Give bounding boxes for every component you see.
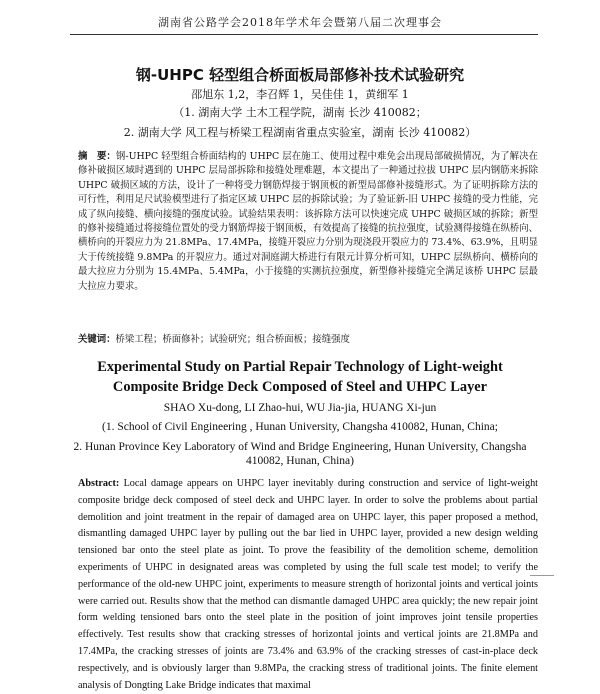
chinese-affiliation-1: （1. 湖南大学 土木工程学院，湖南 长沙 410082； xyxy=(173,106,427,119)
english-authors: SHAO Xu-dong, LI Zhao-hui, WU Jia-jia, HUANG Xi-jun xyxy=(163,402,437,414)
chinese-keywords-text: 桥梁工程；桥面修补；试验研究；组合桥面板；接缝强度 xyxy=(115,334,350,345)
chinese-authors: 邵旭东 1,2，李召辉 1，吴佳佳 1，黄细军 1 xyxy=(191,88,409,101)
chinese-title: 钢-UHPC 轻型组合桥面板局部修补技术试验研究 xyxy=(135,66,465,84)
english-title-line-1: Experimental Study on Partial Repair Technology of Light-weight xyxy=(97,359,503,375)
chinese-keywords-label: 关键词： xyxy=(78,334,116,345)
chinese-abstract-text: 钢-UHPC 轻型组合桥面结构的 UHPC 层在施工、使用过程中难免会出现局部破损情况，为了解决在修补破损区域时遇到的 UHPC 层局部拆除和接缝处理难题，本文提出了一种通过拉拔 UHPC 层内钢筋来拆除 UHPC 破损区域的方法，设计了一种将受力钢筋焊接于钢顶板的新型局部修补接缝形式。为了证明拆除方法的可行性，利用足尺试验模型进行了指定区域 UHPC 层的拆除试验；为了验证新-旧 UHPC 接缝的受力性能，完成了纵向接缝、横向接缝的强度试验。试验结果表明：该拆除方法可以快速完成 UHPC 破损区域的拆除；新型的修补接缝通过将接缝位置处的受力钢筋焊接于钢顶板，有效提高了接缝的抗拉强度，试验测得接缝在纵桥向、横桥向的开裂应力为 21.8MPa、17.4MPa，接缝开裂应力分别为现浇段开裂应力的 73.4%、63.9%，且明显大于传统接缝 9.8MPa 的开裂应力。通过对洞庭湖大桥进行有限元计算分析可知，UHPC 层纵桥向、横桥向的最大拉应力分别为 15.4MPa、5.4MPa，小于接缝的实测抗拉强度，新型修补接缝完全满足该桥 UHPC 层最大拉应力要求。 xyxy=(78,151,538,292)
english-title xyxy=(60,357,540,397)
margin-mark xyxy=(530,575,554,576)
english-abstract-label: Abstract: xyxy=(78,478,120,489)
english-affiliation-1: (1. School of Civil Engineering , Hunan University, Changsha 410082, Hunan, China; xyxy=(102,421,498,433)
chinese-keywords xyxy=(78,331,538,345)
chinese-abstract xyxy=(78,150,538,294)
header-rule xyxy=(70,34,538,35)
chinese-abstract-label: 摘 要： xyxy=(78,151,116,162)
english-abstract xyxy=(78,476,538,694)
english-title-line-2: Composite Bridge Deck Composed of Steel and UHPC Layer xyxy=(112,379,488,395)
chinese-affiliation-2: 2. 湖南大学 风工程与桥梁工程湖南省重点实验室，湖南 长沙 410082） xyxy=(123,126,477,139)
english-abstract-text: Local damage appears on UHPC layer inevitably during construction and service of light-weight composite bridge deck composed of steel deck and UHPC layer. In order to solve the problems about partial demolition and joint treatment in the repair of damaged area on UHPC layer, this paper proposed a method, dismantling damaged UHPC layer by pulling out the bar lied in UHPC layer, provided a new design welding tensioned bar onto the steel plate as joint. To prove the feasibility of the demolition scheme, demolition experiments of UHPC in designated areas was completed by using the full scale test model; to verify the performance of the old-new UHPC joint, experiments to measure strength of horizontal joints and vertical joints were carried out. Results show that the method can dismantle damaged UHPC area quickly; the new repair joint form welding tensioned bars onto the steel plate in the position of joint improves joint tensile properties effectively. Test results show that cracking stresses of horizontal joints and vertical joints are 21.8MPa and 17.4MPa, the cracking stresses of joints are 73.4% and 63.9% of the cracking stresses of cast-in-place deck respectively, and is obviously larger than 9.8MPa, the cracking stress of traditional joints. The finite element analysis of Dongting Lake Bridge indicates that maximal xyxy=(78,478,538,691)
english-affiliation-2: 2. Hunan Province Key Laboratory of Wind and Bridge Engineering, Hunan University, Changsha 410082, Hunan, China) xyxy=(73,441,527,467)
running-header: 湖南省公路学会2018年学术年会暨第八届二次理事会 xyxy=(158,16,442,29)
